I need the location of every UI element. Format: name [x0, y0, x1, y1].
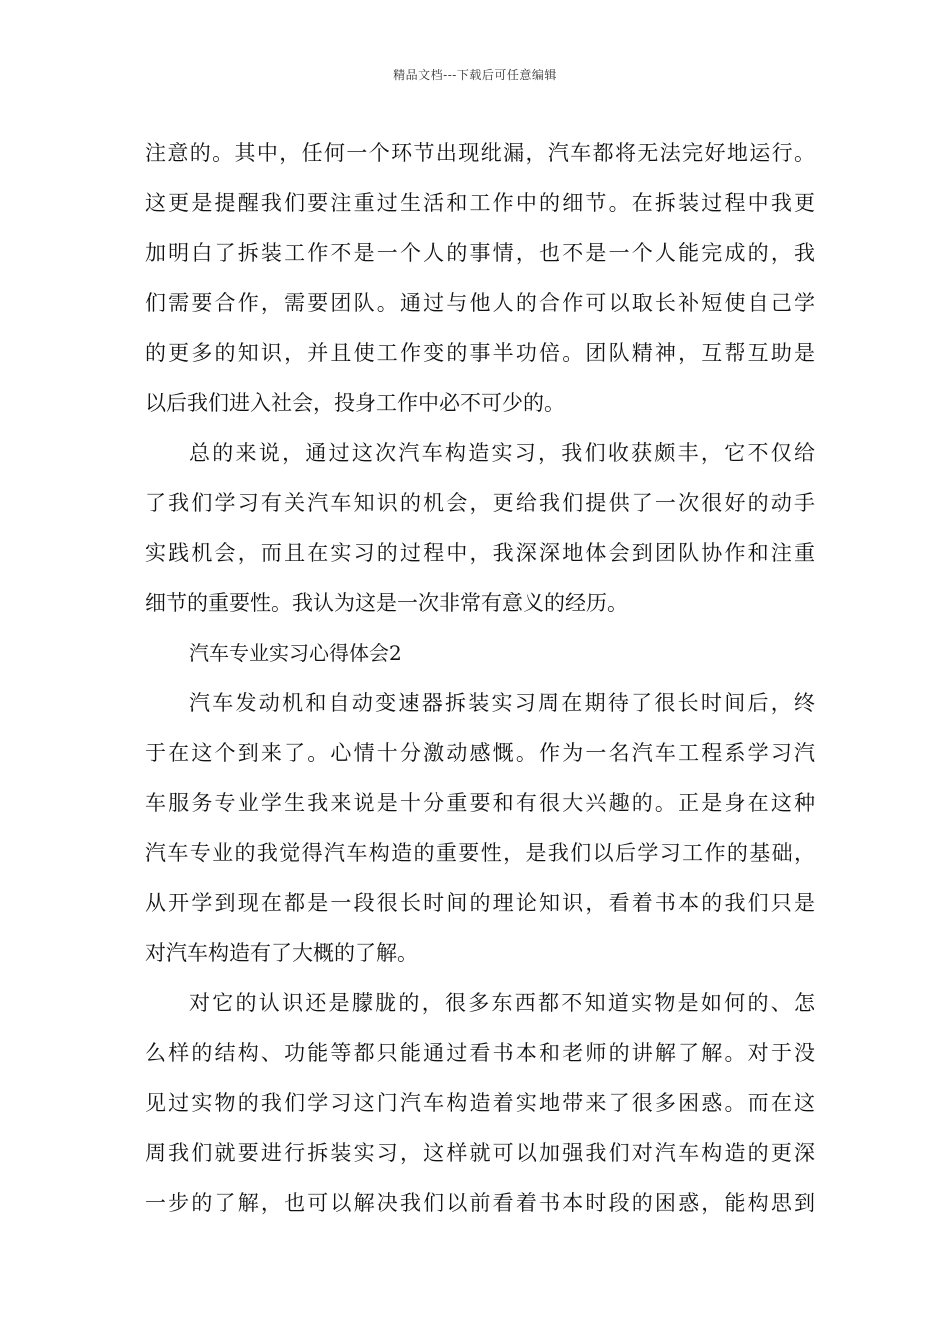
document-body [145, 128, 815, 1228]
text-line: 么样的结构、功能等都只能通过看书本和老师的讲解了解。对于没 [145, 1041, 815, 1065]
text-line: 这更是提醒我们要注重过生活和工作中的细节。在拆装过程中我更 [145, 191, 815, 215]
text-line: 以后我们进入社会，投身工作中必不可少的。 [145, 391, 565, 415]
text-line: 车服务专业学生我来说是十分重要和有很大兴趣的。正是身在这种 [145, 791, 815, 815]
page-header: 精品文档---下载后可任意编辑 [393, 68, 557, 82]
text-line: 对汽车构造有了大概的了解。 [145, 941, 418, 965]
text-line: 总的来说，通过这次汽车构造实习，我们收获颇丰，它不仅给 [189, 441, 815, 465]
text-line: 们需要合作，需要团队。通过与他人的合作可以取长补短使自己学 [145, 291, 815, 315]
text-line: 实践机会，而且在实习的过程中，我深深地体会到团队协作和注重 [145, 541, 815, 565]
text-line: 加明白了拆装工作不是一个人的事情，也不是一个人能完成的，我 [145, 241, 815, 265]
text-line: 对它的认识还是朦胧的，很多东西都不知道实物是如何的、怎 [189, 991, 815, 1015]
text-line: 从开学到现在都是一段很长时间的理论知识，看着书本的我们只是 [145, 891, 815, 915]
text-line: 了我们学习有关汽车知识的机会，更给我们提供了一次很好的动手 [145, 491, 815, 515]
text-line: 汽车专业的我觉得汽车构造的重要性，是我们以后学习工作的基础， [145, 841, 815, 865]
text-line: 于在这个到来了。心情十分激动感慨。作为一名汽车工程系学习汽 [145, 741, 815, 765]
section-heading: 汽车专业实习心得体会2 [189, 641, 402, 665]
text-line: 注意的。其中，任何一个环节出现纰漏，汽车都将无法完好地运行。 [145, 141, 815, 165]
text-line: 的更多的知识，并且使工作变的事半功倍。团队精神，互帮互助是 [145, 341, 815, 365]
text-line: 汽车发动机和自动变速器拆装实习周在期待了很长时间后，终 [189, 691, 815, 715]
text-line: 一步的了解，也可以解决我们以前看着书本时段的困惑，能构思到 [145, 1191, 815, 1215]
text-line: 细节的重要性。我认为这是一次非常有意义的经历。 [145, 591, 628, 615]
text-line: 见过实物的我们学习这门汽车构造着实地带来了很多困惑。而在这 [145, 1091, 815, 1115]
text-line: 周我们就要进行拆装实习，这样就可以加强我们对汽车构造的更深 [145, 1141, 815, 1165]
